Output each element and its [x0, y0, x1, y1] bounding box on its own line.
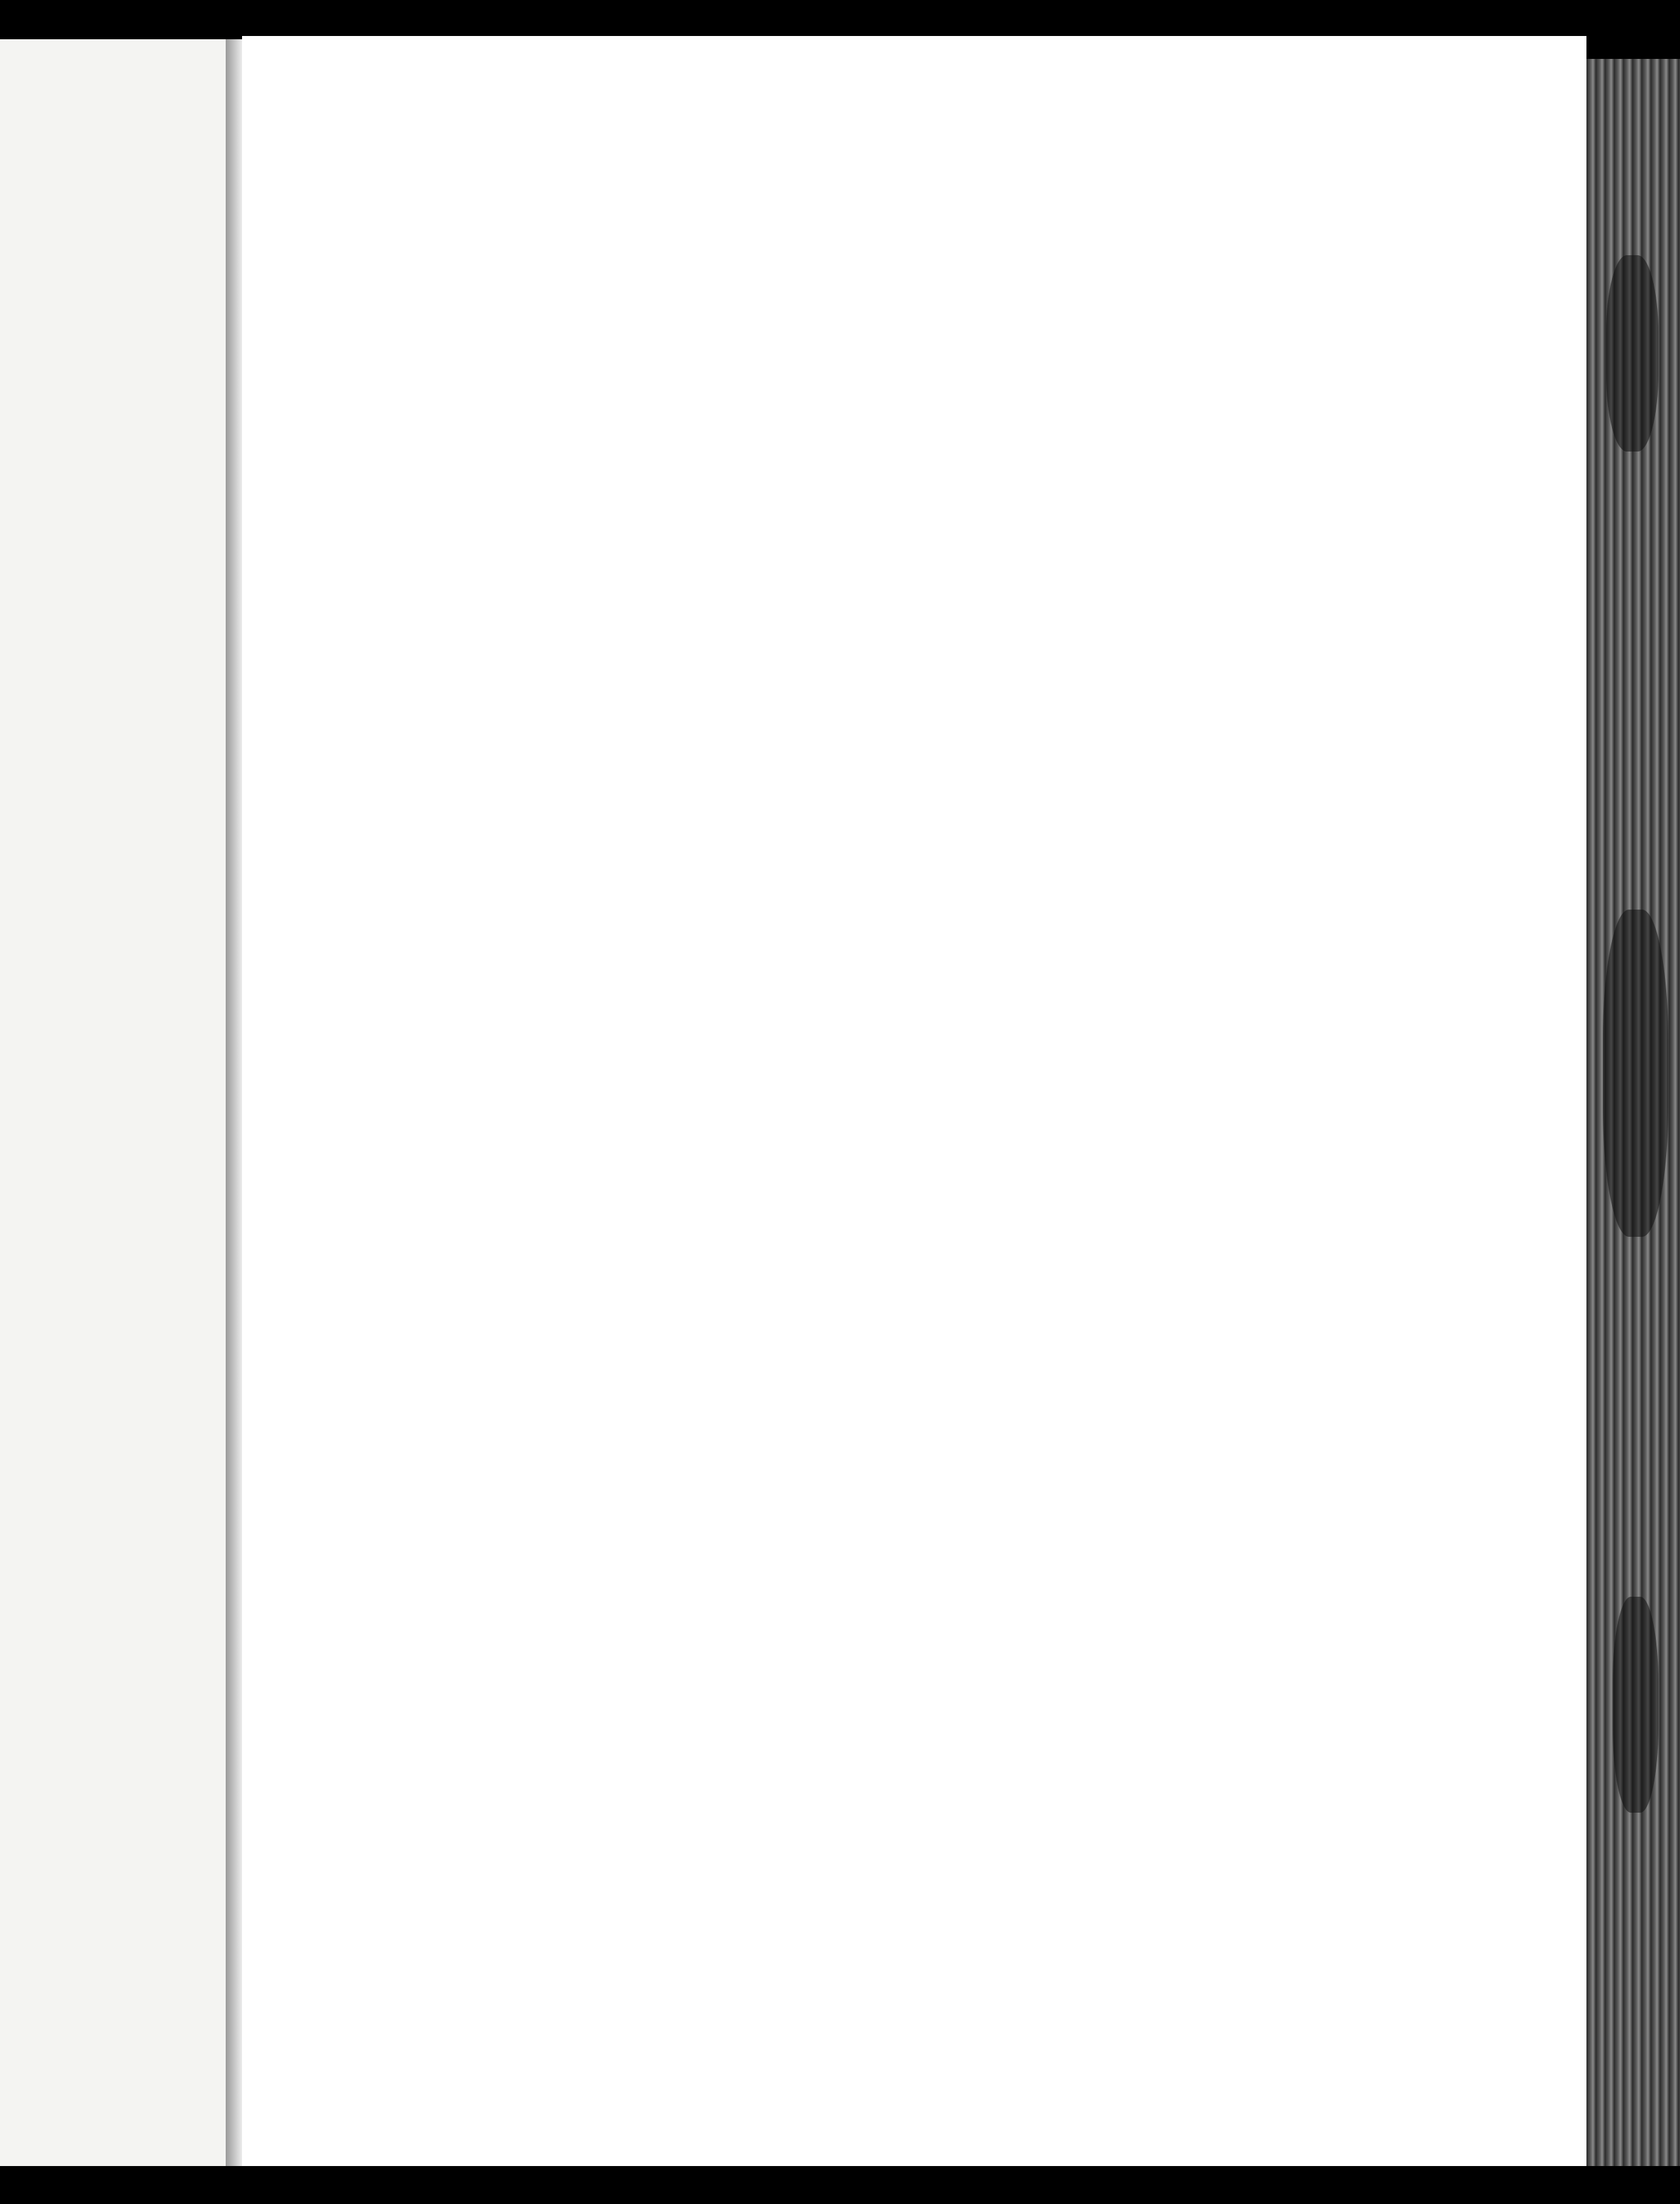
edge-stain	[1613, 1597, 1658, 1813]
facing-page	[0, 39, 226, 2166]
scan-border	[0, 2166, 1680, 2204]
edge-stain	[1606, 255, 1658, 452]
body-text	[242, 36, 1586, 2169]
edge-stain	[1603, 910, 1668, 1237]
page-edges	[1586, 59, 1680, 2166]
book-page	[242, 36, 1586, 2169]
book-gutter	[226, 39, 242, 2166]
